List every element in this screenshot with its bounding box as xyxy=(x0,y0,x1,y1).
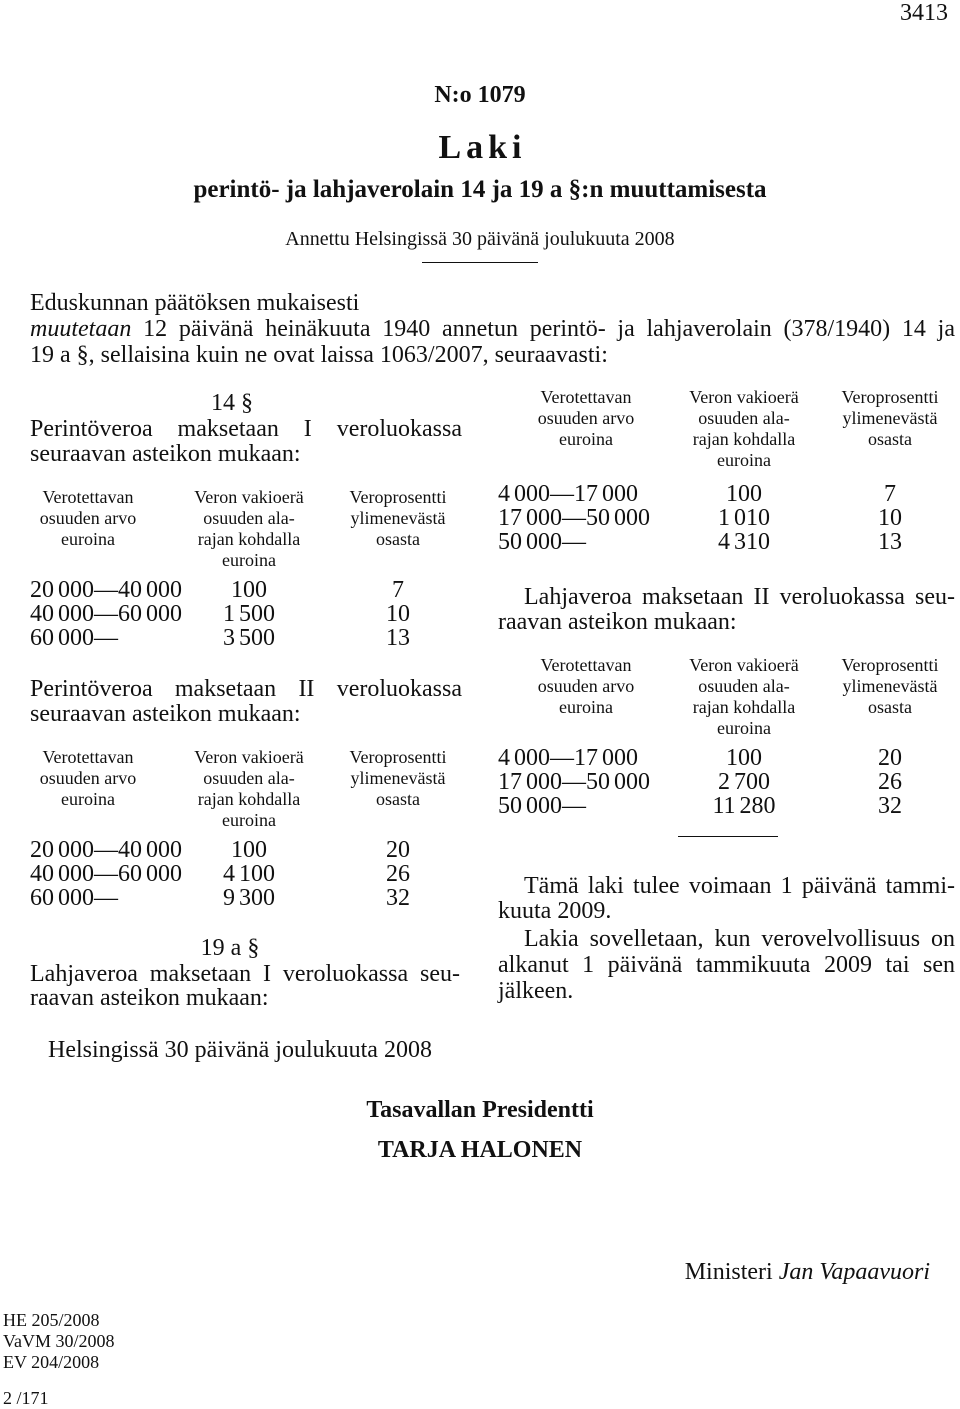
header-line: osuuden ala- xyxy=(698,676,790,696)
cell-tax-percentage: 20 xyxy=(386,837,410,863)
footer-code: 2 /171 xyxy=(3,1388,49,1408)
cell-base-tax: 9 300 xyxy=(223,885,275,911)
header-line: ylimenevästä xyxy=(842,676,938,696)
cell-value-range: 20 000—40 000 xyxy=(30,837,182,863)
header-line: euroina xyxy=(61,529,115,549)
table-row xyxy=(0,530,960,554)
cell-tax-percentage: 26 xyxy=(386,861,410,887)
end-of-sections-rule xyxy=(678,836,778,837)
header-line: osasta xyxy=(376,529,420,549)
header-line: Veroprosentti xyxy=(349,747,447,767)
paragraph-line: seuraavan asteikon mukaan: xyxy=(30,441,301,467)
header-line: euroina xyxy=(222,810,276,830)
header-base-tax xyxy=(679,387,809,471)
preamble-text: 12 päivänä heinäkuuta 1940 annetun perintö- ja lahjaverolain (378/1940) 14 ja xyxy=(143,316,955,342)
cell-tax-percentage: 10 xyxy=(878,505,902,531)
cell-tax-percentage: 7 xyxy=(392,577,404,603)
cell-value-range: 50 000— xyxy=(498,529,586,555)
cell-tax-percentage: 7 xyxy=(884,481,896,507)
reference: VaVM 30/2008 xyxy=(3,1331,115,1351)
header-line: rajan kohdalla xyxy=(197,529,301,549)
law-subtitle: perintö- ja lahjaverolain 14 ja 19 a §:n muuttamisesta xyxy=(193,176,767,203)
cell-tax-percentage: 20 xyxy=(878,745,902,771)
header-line: osasta xyxy=(868,697,912,717)
preamble-line xyxy=(30,316,955,342)
header-line: Verotettavan xyxy=(540,387,632,407)
signature-place-date: Helsingissä 30 päivänä joulukuuta 2008 xyxy=(48,1037,432,1063)
header-tax-percentage xyxy=(825,655,955,718)
cell-base-tax: 4 100 xyxy=(223,861,275,887)
header-line: Veron vakioerä xyxy=(689,655,799,675)
paragraph-line: Tämä laki tulee voimaan 1 päivänä tammi- xyxy=(524,873,955,899)
table-row xyxy=(0,626,960,650)
preamble-verb: muutetaan xyxy=(30,316,132,342)
header-line: Verotettavan xyxy=(42,747,134,767)
cell-value-range: 40 000—60 000 xyxy=(30,861,182,887)
cell-tax-percentage: 13 xyxy=(878,529,902,555)
header-line: osuuden arvo xyxy=(39,508,137,528)
paragraph-line: kuuta 2009. xyxy=(498,898,612,924)
reference: EV 204/2008 xyxy=(3,1352,100,1372)
title-rule xyxy=(422,262,538,263)
header-tax-percentage xyxy=(825,387,955,450)
law-title: Laki xyxy=(438,129,527,166)
header-taxable-value xyxy=(521,655,651,718)
header-line: euroina xyxy=(717,450,771,470)
header-base-tax xyxy=(679,655,809,739)
cell-value-range: 60 000— xyxy=(30,885,118,911)
header-line: rajan kohdalla xyxy=(197,789,301,809)
page-number: 3413 xyxy=(900,0,948,26)
minister-name: Jan Vapaavuori xyxy=(778,1259,930,1285)
paragraph-line: Perintöveroa maksetaan I veroluokassa xyxy=(30,416,462,442)
president-title: Tasavallan Presidentti xyxy=(366,1097,594,1123)
header-line: osasta xyxy=(376,789,420,809)
header-line: ylimenevästä xyxy=(350,508,446,528)
table-row xyxy=(0,770,960,794)
cell-tax-percentage: 26 xyxy=(878,769,902,795)
table-row xyxy=(0,506,960,530)
cell-value-range: 4 000—17 000 xyxy=(498,745,638,771)
cell-value-range: 40 000—60 000 xyxy=(30,601,182,627)
preamble-line: Eduskunnan päätöksen mukaisesti xyxy=(30,290,360,316)
paragraph-line: raavan asteikon mukaan: xyxy=(498,609,737,635)
header-line: ylimenevästä xyxy=(842,408,938,428)
header-line: osuuden ala- xyxy=(203,768,295,788)
paragraph-line: Lahjaveroa maksetaan I veroluokassa seu- xyxy=(30,961,460,987)
cell-base-tax: 1 010 xyxy=(718,505,770,531)
cell-base-tax: 100 xyxy=(726,745,762,771)
paragraph-line: Perintöveroa maksetaan II veroluokassa xyxy=(30,676,462,702)
paragraph-line: Lahjaveroa maksetaan II veroluokassa seu- xyxy=(524,584,955,610)
header-line: osuuden ala- xyxy=(698,408,790,428)
header-line: Verotettavan xyxy=(42,487,134,507)
header-taxable-value xyxy=(521,387,651,450)
header-line: osuuden ala- xyxy=(203,508,295,528)
cell-tax-percentage: 13 xyxy=(386,625,410,651)
paragraph-line: raavan asteikon mukaan: xyxy=(30,985,269,1011)
header-line: rajan kohdalla xyxy=(692,697,796,717)
cell-value-range: 60 000— xyxy=(30,625,118,651)
section-heading: 14 § xyxy=(211,390,253,416)
paragraph-line: jälkeen. xyxy=(498,978,574,1004)
statute-number: N:o 1079 xyxy=(434,82,526,108)
cell-value-range: 4 000—17 000 xyxy=(498,481,638,507)
cell-tax-percentage: 10 xyxy=(386,601,410,627)
table-row xyxy=(0,838,960,862)
cell-value-range: 17 000—50 000 xyxy=(498,769,650,795)
header-line: Veroprosentti xyxy=(841,387,939,407)
header-line: osasta xyxy=(868,429,912,449)
enactment-date: Annettu Helsingissä 30 päivänä joulukuuta 2008 xyxy=(285,228,675,250)
cell-base-tax: 100 xyxy=(726,481,762,507)
header-line: Veron vakioerä xyxy=(194,747,304,767)
cell-base-tax: 1 500 xyxy=(223,601,275,627)
paragraph-line: seuraavan asteikon mukaan: xyxy=(30,701,301,727)
cell-tax-percentage: 32 xyxy=(386,885,410,911)
minister-signature xyxy=(685,1259,930,1285)
header-line: ylimenevästä xyxy=(350,768,446,788)
header-line: Verotettavan xyxy=(540,655,632,675)
header-line: osuuden arvo xyxy=(39,768,137,788)
president-name: TARJA HALONEN xyxy=(377,1137,583,1163)
header-line: euroina xyxy=(559,697,613,717)
tax-scale-table xyxy=(0,655,960,820)
paragraph-line: Lakia sovelletaan, kun verovelvollisuus on xyxy=(524,926,955,952)
cell-value-range: 50 000— xyxy=(498,793,586,819)
header-line: Veron vakioerä xyxy=(194,487,304,507)
paragraph-line: alkanut 1 päivänä tammikuuta 2009 tai sen xyxy=(498,952,955,978)
header-line: Veroprosentti xyxy=(841,655,939,675)
cell-base-tax: 11 280 xyxy=(712,793,776,819)
cell-base-tax: 100 xyxy=(231,577,267,603)
header-line: Veron vakioerä xyxy=(689,387,799,407)
table-row xyxy=(0,482,960,506)
header-line: euroina xyxy=(61,789,115,809)
minister-title: Ministeri xyxy=(684,1259,773,1285)
cell-base-tax: 100 xyxy=(231,837,267,863)
cell-value-range: 17 000—50 000 xyxy=(498,505,650,531)
header-line: euroina xyxy=(717,718,771,738)
header-line: osuuden arvo xyxy=(537,676,635,696)
cell-value-range: 20 000—40 000 xyxy=(30,577,182,603)
header-line: Veroprosentti xyxy=(349,487,447,507)
header-line: euroina xyxy=(222,550,276,570)
cell-base-tax: 4 310 xyxy=(718,529,770,555)
header-line: rajan kohdalla xyxy=(692,429,796,449)
reference: HE 205/2008 xyxy=(3,1310,100,1330)
section-heading: 19 a § xyxy=(200,935,260,961)
preamble-line: 19 a §, sellaisina kuin ne ovat laissa 1063/2007, seuraavasti: xyxy=(30,342,608,368)
cell-tax-percentage: 32 xyxy=(878,793,902,819)
header-line: euroina xyxy=(559,429,613,449)
table-row xyxy=(0,746,960,770)
table-row xyxy=(0,794,960,818)
cell-base-tax: 2 700 xyxy=(718,769,770,795)
cell-base-tax: 3 500 xyxy=(223,625,275,651)
tax-scale-table xyxy=(0,387,960,555)
header-line: osuuden arvo xyxy=(537,408,635,428)
